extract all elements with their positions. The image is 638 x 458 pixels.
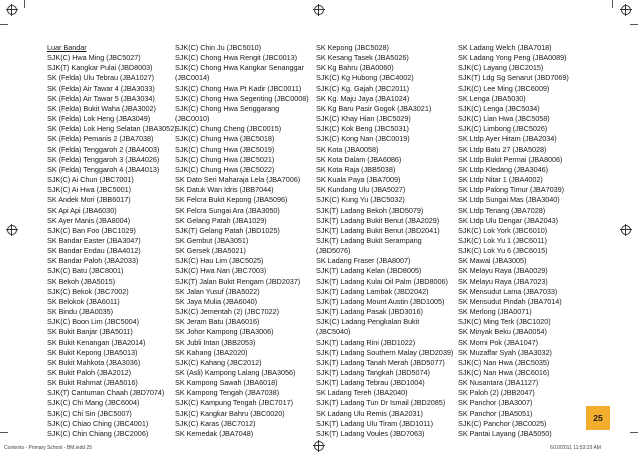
- school-entry: SJK(T) Jalan Bukit Rengam (JBD2037): [175, 276, 301, 286]
- school-entry: (JBD5076): [316, 246, 351, 256]
- page-number: 25: [586, 406, 610, 430]
- school-entry: SJK(T) Ladang Ulu Tiram (JBD1011): [316, 418, 434, 428]
- school-entry: SK Kota (JBA0058): [316, 144, 379, 154]
- school-entry: SK Belokok (JBA6011): [47, 296, 120, 306]
- school-entry: SJK(C) Hwa Nan (JBC7003): [175, 266, 267, 276]
- school-entry: SK Bukit Rahmat (JBA5016): [47, 378, 138, 388]
- school-entry: SK Bukit Paloh (JBA2012): [47, 368, 131, 377]
- school-entry: SK (Felda) Pemanis 2 (JBA7038): [47, 134, 154, 144]
- registration-mark-mid-left: [6, 224, 18, 236]
- school-entry: SJK(C) Panchor (JBC0025): [458, 418, 547, 428]
- school-entry: SJK(C) Layang (JBC2015): [458, 63, 544, 73]
- school-entry: SK Kg Baru Pasir Gogok (JBA3021): [316, 103, 432, 113]
- school-entry: SK Datuk Wan Idris (JBB7044): [175, 185, 274, 195]
- school-entry: (JBC5040): [316, 327, 351, 337]
- school-entry: SK Bandar Easter (JBA3047): [47, 235, 141, 245]
- school-entry: SK Bukit Kepong (JBA5013): [47, 347, 138, 357]
- school-entry: SK (Asli) Kampong Lalang (JBA3056): [175, 368, 296, 377]
- school-entry: SJK(C) Boon Lim (JBC5004): [47, 317, 140, 327]
- school-entry: SK (Felda) Tenggaroh 3 (JBA4026): [47, 154, 160, 164]
- school-entry: SK Kemedak (JBA7048): [175, 428, 254, 438]
- school-entry: SJK(T) Ladang Rini (JBD1022): [316, 337, 416, 347]
- school-entry: SJK(C) Chin Chiang (JBC2006): [47, 428, 149, 438]
- school-entry: SJK(T) Gelang Patah (JBD1025): [175, 225, 280, 235]
- school-entry: SK (Felda) Tenggaroh 2 (JBA4003): [47, 144, 160, 154]
- school-entry: SK Api Api (JBA6030): [47, 205, 117, 215]
- school-entry: SJK(T) Ladang Pasak (JBD3016): [316, 307, 423, 317]
- school-entry: SK Ltdp Ayer Hitam (JBA2034): [458, 134, 557, 144]
- school-entry: SJK(C) Ladang Pengkalan Bukit: [316, 317, 420, 327]
- crop-mark: [24, 0, 25, 8]
- school-entry: SK Ladang Tereh (JBA2040): [316, 388, 408, 398]
- school-entry: SJK(C) Kg Hubong (JBC4002): [316, 73, 414, 83]
- school-entry: SJK(T) Ladang Voules (JBD7063): [316, 428, 425, 438]
- school-entry: SJK(C) Chi Sin (JBC5007): [47, 408, 132, 418]
- school-entry: SK Kg Bahru (JBA0060): [316, 63, 394, 73]
- school-entry: SJK(C) Hau Lim (JBC5025): [175, 256, 264, 266]
- school-entry: SJK(C) Chung Hwa (JBC5022): [175, 164, 275, 174]
- school-entry: SJK(C) Lok Yu 1 (JBC6011): [458, 235, 547, 245]
- school-entry: SJK(C) Kok Beng (JBC5031): [316, 124, 409, 134]
- school-entry: SK Andek Mori (JBB6017): [47, 195, 131, 205]
- school-entry: SJK(C) Lee Ming (JBC6009): [458, 83, 550, 93]
- school-entry: SJK(T) Ladang Tebrau (JBD1004): [316, 378, 425, 388]
- school-entry: SK Nusantara (JBA1127): [458, 378, 539, 388]
- school-entry: SK Dato Seri Maharaja Lela (JBA7006): [175, 175, 301, 185]
- school-entry: SK Ltdp Palong Timur (JBA7039): [458, 185, 564, 195]
- school-entry: SK Ltdp Tenang (JBA7028): [458, 205, 546, 215]
- school-entry: SK Kahang (JBA2020): [175, 347, 248, 357]
- school-entry: SK (Felda) Air Tawar 5 (JBA3034): [47, 93, 155, 103]
- school-entry: SK Melayu Raya (JBA7023): [458, 276, 548, 286]
- registration-mark-bottom-center: [313, 440, 325, 452]
- school-entry: SJK(C) Ban Foo (JBC1029): [47, 225, 136, 235]
- school-entry: SJK(C) Hwa Ming (JBC5027): [47, 53, 141, 63]
- school-entry: SK Kundang Ulu (JBA5027): [316, 185, 406, 195]
- school-entry: SK Jaya Mulia (JBA6040): [175, 296, 257, 306]
- school-entry: SK (Felda) Ulu Tebrau (JBA1027): [47, 73, 155, 83]
- school-entry: SK Paloh (2) (JBB2047): [458, 388, 535, 398]
- school-entry: SJK(C) Ai Hwa (JBC5001): [47, 185, 132, 195]
- school-entry: SK Mensudut Lama (JBA7033): [458, 286, 558, 296]
- school-list-column-3: [316, 43, 453, 439]
- school-entry: SJK(C) Chong Hwa Kangkar Senanggar: [175, 63, 304, 73]
- school-entry: SK Kampong Sawah (JBA6018): [175, 378, 278, 388]
- school-entry: SK Lenga (JBA5030): [458, 93, 526, 103]
- school-entry: SK Kepong (JBC5028): [316, 43, 389, 52]
- school-entry: SK Kota Dalam (JBA6086): [316, 154, 402, 164]
- crop-mark: [612, 0, 613, 8]
- school-entry: SK Panchor (JBA3007): [458, 398, 533, 408]
- school-entry: SK Muzaffar Syah (JBA3032): [458, 347, 552, 357]
- school-entry: SK Jubli Intan (JBB2053): [175, 337, 256, 347]
- school-entry: SK Felcra Sungai Ara (JBA3050): [175, 205, 280, 215]
- school-entry: SJK(C) Lian Hwa (JBC5058): [458, 114, 550, 124]
- school-entry: SJK(T) Ladang Tun Dr Ismail (JBD2085): [316, 398, 446, 408]
- print-slug-filename: Contents - Primary School - BM.indd 25: [4, 445, 93, 451]
- school-entry: SK Bukit Banjar (JBA5011): [47, 327, 133, 337]
- crop-mark: [0, 24, 8, 25]
- school-entry: SK Felcra Bukit Kepong (JBA5096): [175, 195, 288, 205]
- school-entry: SK Merlong (JBA0071): [458, 307, 532, 317]
- school-entry: SK Bukit Mahkota (JBA3036): [47, 357, 141, 367]
- school-entry: SJK(C) Kahang (JBC2012): [175, 357, 262, 367]
- school-entry: SJK(C) Jementah (2) (JBC7022): [175, 307, 279, 317]
- school-entry: SJK(C) Chung Hwa (JBC5019): [175, 144, 275, 154]
- school-entry: SJK(C) Lenga (JBC5034): [458, 103, 540, 113]
- school-entry: SJK(T) Ladang Bukit Benut (JBD2041): [316, 225, 440, 235]
- school-entry: SK (Felda) Tenggaroh 4 (JBA4013): [47, 164, 160, 174]
- school-entry: SJK(C) Chong Hwa Pt Kadir (JBC0011): [175, 83, 302, 93]
- school-entry: SK Gembut (JBA3051): [175, 235, 249, 245]
- school-entry: SJK(T) Ladang Mount Austin (JBD1005): [316, 296, 445, 306]
- school-entry: (JBC0010): [175, 114, 210, 124]
- school-entry: SJK(T) Ladang Southern Malay (JBD2039): [316, 347, 454, 357]
- school-entry: SK Melayu Raya (JBA0029): [458, 266, 548, 276]
- school-entry: SJK(C) Chin Ju (JBC5010): [175, 43, 261, 52]
- school-entry: SK Johor Kampong (JBA3006): [175, 327, 274, 337]
- school-entry: SK Gersek (JBA5021): [175, 246, 246, 256]
- school-entry: SJK(C) Chung Hwa (JBC5021): [175, 154, 275, 164]
- school-entry: SJK(C) Chong Hwa Rengit (JBC0013): [175, 53, 298, 63]
- school-entry: SK (Felda) Lok Heng (JBA3049): [47, 114, 151, 124]
- school-entry: SJK(T) Ladang Tangkah (JBD5074): [316, 368, 430, 377]
- school-entry: SJK(C) Kangkar Bahru (JBC0020): [175, 408, 285, 418]
- school-entry: SJK(T) Ladang Kulai Oil Palm (JBD8006): [316, 276, 448, 286]
- section-heading: Luar Bandar: [47, 43, 87, 52]
- school-entry: SK Ladang Welch (JBA7018): [458, 43, 552, 52]
- school-entry: SJK(C) Limbong (JBC5026): [458, 124, 548, 134]
- school-entry: SK Kg. Maju Jaya (JBA1024): [316, 93, 410, 103]
- school-entry: SJK(C) Chung Cheng (JBC0015): [175, 124, 282, 134]
- school-entry: SK Bindu (JBA0035): [47, 307, 114, 317]
- school-entry: SK Kampong Tengah (JBA7038): [175, 388, 279, 398]
- school-entry: SK Pantai Layang (JBA5050): [458, 428, 552, 438]
- school-entry: SJK(T) Ladang Kelan (JBD8005): [316, 266, 422, 276]
- school-entry: SK Ladang Yong Peng (JBA0089): [458, 53, 567, 63]
- school-entry: SJK(C) Chong Hwa Senggarang: [175, 103, 280, 113]
- school-list-column-2: [175, 43, 309, 439]
- school-entry: SJK(T) Cantuman Chaah (JBD7074): [47, 388, 165, 398]
- crop-mark: [0, 432, 8, 433]
- school-entry: (JBC0014): [175, 73, 210, 83]
- school-entry: SK Ladang Fraser (JBA8007): [316, 256, 411, 266]
- school-entry: SK Ltdp Sungai Mas (JBA3040): [458, 195, 560, 205]
- crop-mark: [630, 432, 638, 433]
- school-entry: SK Minyak Beku (JBA0054): [458, 327, 547, 337]
- school-entry: SK Bandar Paloh (JBA2033): [47, 256, 139, 266]
- school-entry: SJK(C) Kung Yu (JBC5032): [316, 195, 405, 205]
- registration-mark-top-left: [6, 4, 18, 16]
- school-entry: SK Ayer Manis (JBA8004): [47, 215, 131, 225]
- school-entry: SJK(C) Kampung Tengah (JBC7017): [175, 398, 293, 408]
- school-entry: SJK(C) Chiao Ching (JBC4001): [47, 418, 149, 428]
- school-entry: SJK(C) Lok Yu 6 (JBC6015): [458, 246, 548, 256]
- school-list-column-1: [47, 43, 177, 439]
- school-entry: SK Kota Raja (JBB5038): [316, 164, 396, 174]
- school-entry: SK Ltdp Nitar 1 (JBA4002): [458, 175, 543, 185]
- registration-mark-top-center: [313, 4, 325, 16]
- school-entry: SK Gelang Patah (JBA1029): [175, 215, 267, 225]
- registration-mark-top-right: [620, 4, 632, 16]
- school-entry: SJK(C) Batu (JBC8001): [47, 266, 124, 276]
- school-entry: SK (Felda) Lok Heng Selatan (JBA3052): [47, 124, 177, 134]
- school-entry: SJK(T) Ladang Lambak (JBD2042): [316, 286, 429, 296]
- school-entry: SJK(T) Ladang Tanah Merah (JBD5077): [316, 357, 445, 367]
- school-entry: SK (Felda) Air Tawar 4 (JBA3033): [47, 83, 155, 93]
- school-entry: SJK(T) Ladang Bukit Benut (JBA2029): [316, 215, 440, 225]
- school-entry: SJK(C) Khay Hian (JBC5029): [316, 114, 411, 124]
- school-entry: SJK(C) Chong Hwa Segenting (JBC0008): [175, 93, 309, 103]
- school-entry: SJK(C) Bekok (JBC7002): [47, 286, 129, 296]
- school-entry: SK Jeram Batu (JBA6016): [175, 317, 260, 327]
- school-entry: SJK(T) Ldg Sg Senarut (JBD7069): [458, 73, 569, 83]
- school-entry: SK Ladang Ulu Remis (JBA2031): [316, 408, 423, 418]
- school-entry: SJK(T) Ladang Bukit Serampang: [316, 235, 422, 245]
- school-entry: SK Ltdp Batu 27 (JBA5028): [458, 144, 547, 154]
- school-entry: SK Bandar Endau (JBA4012): [47, 246, 141, 256]
- school-entry: SK Kesang Tasek (JBA5026): [316, 53, 409, 63]
- school-entry: SJK(C) Karas (JBC7012): [175, 418, 256, 428]
- registration-mark-mid-right: [620, 224, 632, 236]
- school-entry: SK Jalan Yusuf (JBA5022): [175, 286, 260, 296]
- print-slug-timestamp: 6/10/2011 11:53:29 AM: [550, 445, 601, 451]
- school-entry: SJK(C) Nan Hwa (JBC5035): [458, 357, 550, 367]
- school-entry: SK Mensudut Pindah (JBA7014): [458, 296, 562, 306]
- school-entry: SJK(C) Kong Nan (JBC0019): [316, 134, 410, 144]
- school-entry: SK Morni Pok (JBA1047): [458, 337, 539, 347]
- school-entry: SK (Felda) Bukit Waha (JBA3002): [47, 103, 156, 113]
- school-entry: SK Ltdp Bukit Permai (JBA8006): [458, 154, 563, 164]
- school-entry: SJK(T) Ladang Bekoh (JBD5079): [316, 205, 424, 215]
- school-list-column-4: [458, 43, 569, 439]
- school-entry: SJK(C) Ai Chun (JBC7001): [47, 175, 134, 185]
- school-entry: SJK(C) Chi Mang (JBC6004): [47, 398, 140, 408]
- school-entry: SK Ltdp Kledang (JBA3046): [458, 164, 549, 174]
- school-entry: SJK(C) Nan Hwa (JBC6016): [458, 368, 550, 377]
- school-entry: SK Bukit Kenangan (JBA2014): [47, 337, 146, 347]
- school-entry: SJK(C) Chung Hwa (JBC5018): [175, 134, 275, 144]
- school-entry: SJK(T) Kangkar Pulai (JBD8003): [47, 63, 153, 73]
- school-entry: SK Ltdp Ulu Dengar (JBA2043): [458, 215, 559, 225]
- school-entry: SJK(C) Kg. Gajah (JBC2011): [316, 83, 410, 93]
- school-entry: SK Panchor (JBA5051): [458, 408, 533, 418]
- school-entry: SK Mawai (JBA3005): [458, 256, 527, 266]
- school-entry: SJK(C) Ming Terk (JBC1020): [458, 317, 551, 327]
- school-entry: SK Kuala Paya (JBA7009): [316, 175, 401, 185]
- school-entry: SJK(C) Lok York (JBC6010): [458, 225, 548, 235]
- school-entry: SK Bekoh (JBA5015): [47, 276, 116, 286]
- crop-mark: [630, 24, 638, 25]
